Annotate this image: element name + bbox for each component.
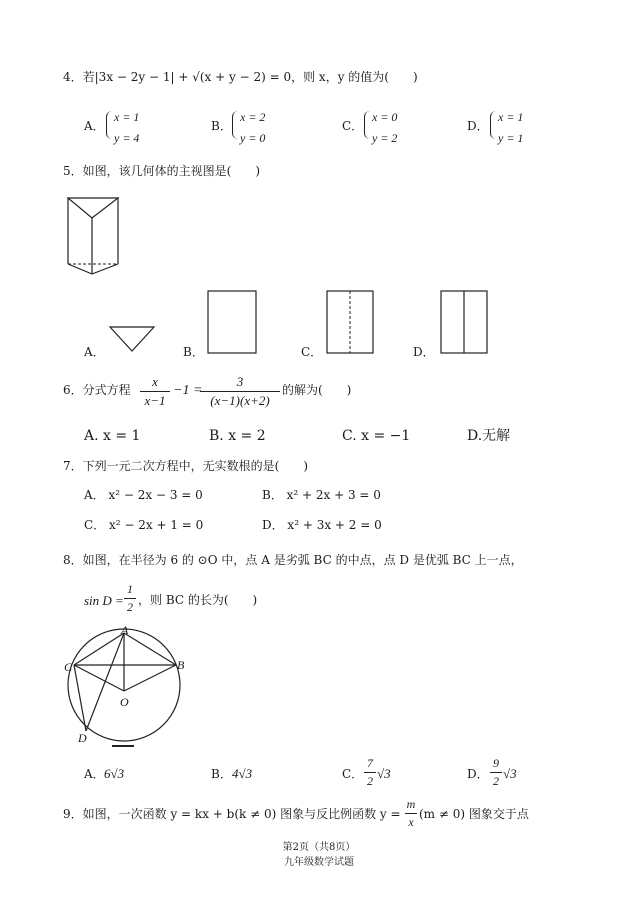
q4-option-b-line1: x = 2 [240,110,266,124]
q4-option-d-letter: D． [467,119,489,133]
q6-frac1-num: x [152,374,158,389]
q5-option-a-letter: A． [84,345,105,359]
q8-option-b-letter: B． [211,767,232,781]
q8-sin-den: 2 [127,600,133,614]
q6-stem-prefix: 6．分式方程 [63,383,131,397]
q7-option-c: C． x² − 2x + 1 = 0 [84,518,204,532]
q9-stem-prefix: 9．如图，一次函数 y = kx + b(k ≠ 0) 图象与反比例函数 y = [63,807,401,821]
q4-option-c-line2: y = 2 [372,131,398,145]
q6-stem-suffix: 的解为( ) [282,383,352,397]
q4-option-a-brace [106,111,113,139]
q8-option-c-num: 7 [367,756,373,770]
q8-label-b: B [177,658,185,672]
q6-fraction-2 [200,374,280,409]
q8-option-b: 4√3 [232,766,253,781]
q4-option-d-brace [490,111,497,139]
q6-option-c: C. x = −1 [342,428,411,444]
q6-frac2-den: (x−1)(x+2) [210,393,270,408]
q5-option-b-rect [207,290,259,356]
q4-option-b-brace [232,111,239,139]
q6-frac1-den: x−1 [144,393,166,408]
q8-sin-num: 1 [127,582,133,596]
q8-label-c: C [64,660,73,674]
q5-option-d-rect-solid [440,290,490,356]
q4-option-d-line2: y = 1 [498,131,524,145]
q4-option-b-line2: y = 0 [240,131,266,145]
q5-prism-figure [64,192,124,282]
q8-sin-prefix: sin D = [84,593,124,608]
q5-option-a-triangle [108,325,158,355]
q4-option-c-brace [364,111,371,139]
q8-stem-line1: 8．如图，在半径为 6 的 ⊙O 中，点 A 是劣弧 BC 的中点，点 D 是优弧 BC 上一点， [63,553,523,567]
q8-option-a: 6√3 [104,766,125,781]
q8-option-d-den: 2 [493,774,499,788]
q5-option-c-rect-dashed [326,290,376,356]
q7-option-b: B． x² + 2x + 3 = 0 [262,488,381,502]
q4-option-c-line1: x = 0 [372,110,398,124]
q9-frac-num: m [406,797,416,811]
q9-fraction [405,797,417,830]
q8-stem-line2-suffix: ，则 BC 的长为( ) [138,593,258,607]
q6-option-d: D.无解 [467,428,511,444]
q5-option-d-letter: D． [413,345,435,359]
q7-option-a: A． x² − 2x − 3 = 0 [84,488,203,502]
q5-option-c-letter: C． [301,345,323,359]
q6-option-a: A. x = 1 [84,428,141,444]
q8-label-o: O [120,695,129,709]
q8-option-c-root: √3 [377,766,391,781]
q4-option-a-line1: x = 1 [114,110,140,124]
q8-label-d: D [78,731,87,745]
q8-option-d-num: 9 [493,756,499,770]
q6-minus-one: −1 = [173,383,203,398]
q6-fraction-1 [140,374,170,409]
q9-stem-suffix: (m ≠ 0) 图象交于点 [419,807,529,821]
q8-label-a: A [121,623,129,637]
q8-option-d-letter: D． [467,767,489,781]
q4-option-b-letter: B． [211,119,232,133]
q4-option-a-letter: A． [84,119,105,133]
q4-option-a-line2: y = 4 [114,131,140,145]
footer-title: 九年级数学试题 [284,857,354,868]
q8-option-d-fraction [490,756,502,789]
q8-sin-fraction [124,582,136,615]
q9-frac-den: x [408,815,414,829]
q5-stem: 5．如图，该几何体的主视图是( ) [63,164,261,178]
q8-option-c-den: 2 [367,774,373,788]
q6-frac2-num: 3 [236,374,244,389]
q8-option-c-letter: C． [342,767,364,781]
q8-option-a-letter: A． [84,767,105,781]
q4-stem: 4．若|3x − 2y − 1| + √(x + y − 2) = 0，则 x，y 的值为( ) [63,70,418,84]
q4-option-c-letter: C． [342,119,364,133]
q7-stem: 7．下列一元二次方程中，无实数根的是( ) [63,459,309,473]
footer-page-number: 第2页（共8页） [282,842,356,853]
q7-option-d: D． x² + 3x + 2 = 0 [262,518,382,532]
q5-option-b-letter: B． [183,345,204,359]
q8-option-d-root: √3 [503,766,517,781]
q4-option-d-line1: x = 1 [498,110,524,124]
q6-option-b: B. x = 2 [209,428,266,444]
q8-option-c-fraction [364,756,376,789]
